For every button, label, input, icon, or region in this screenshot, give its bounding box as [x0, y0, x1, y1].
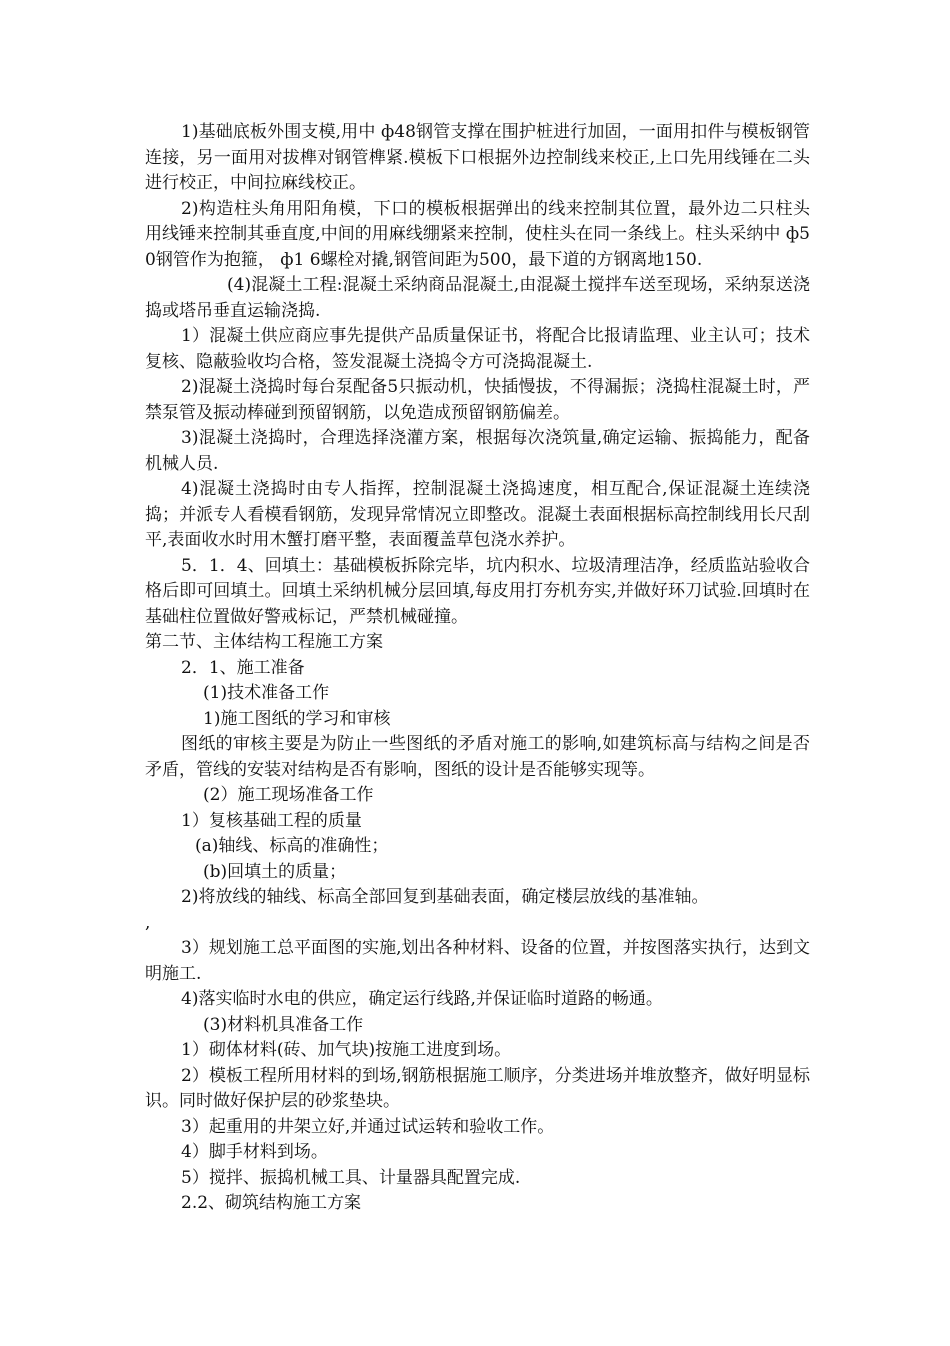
- paragraph: 5．1．4、回填土：基础模板拆除完毕，坑内积水、垃圾清理洁净，经质监站验收合格后即可回填土。回填土采纳机械分层回填,每皮用打夯机夯实,并做好环刀试验.回填时在基础柱位置做好警戒标记，严禁机械碰撞。: [145, 555, 810, 627]
- paragraph: 3）规划施工总平面图的实施,划出各种材料、设备的位置，并按图落实执行，达到文明施工.: [145, 938, 810, 984]
- paragraph: 3)混凝土浇捣时，合理选择浇灌方案，根据每次浇筑量,确定运输、振捣能力，配备机械人员.: [145, 428, 810, 474]
- paragraph: 2)混凝土浇捣时每台泵配备5只振动机，快插慢拔，不得漏振；浇捣柱混凝土时，严禁泵管及振动棒碰到预留钢筋，以免造成预留钢筋偏差。: [145, 377, 810, 423]
- paragraph: (b)回填土的质量；: [203, 861, 347, 882]
- paragraph: 1)基础底板外围支模,用中 ф48钢管支撑在围护桩进行加固，一面用扣件与模板钢管连接，另一面用对拔榫对钢管榫紧.模板下口根据外边控制线来校正,上口先用线锤在二头进行校正，中间拉麻线校正。: [145, 122, 810, 193]
- paragraph: 2．1、施工准备: [181, 657, 305, 678]
- paragraph: 图纸的审核主要是为防止一些图纸的矛盾对施工的影响,如建筑标高与结构之间是否矛盾，管线的安装对结构是否有影响，图纸的设计是否能够实现等。: [145, 734, 810, 780]
- paragraph: 3）起重用的井架立好,并通过试运转和验收工作。: [181, 1116, 555, 1137]
- paragraph: 4）脚手材料到场。: [181, 1142, 328, 1162]
- paragraph: 第二节、主体结构工程施工方案: [145, 632, 383, 652]
- paragraph: 4)落实临时水电的供应，确定运行线路,并保证临时道路的畅通。: [181, 989, 663, 1009]
- paragraph: 2)将放线的轴线、标高全部回复到基础表面，确定楼层放线的基准轴。: [181, 887, 709, 907]
- paragraph: 5）搅拌、振捣机械工具、计量器具配置完成.: [181, 1167, 521, 1188]
- paragraph: (3)材料机具准备工作: [203, 1014, 364, 1035]
- paragraph: 1）混凝土供应商应事先提供产品质量保证书，将配合比报请监理、业主认可；技术复核、隐蔽验收均合格，签发混凝土浇捣令方可浇捣混凝土.: [145, 326, 810, 372]
- paragraph: ,: [145, 912, 151, 933]
- paragraph: 2）模板工程所用材料的到场,钢筋根据施工顺序，分类进场并堆放整齐，做好明显标识。同时做好保护层的砂浆垫块。: [145, 1065, 810, 1111]
- paragraph: 1）复核基础工程的质量: [181, 810, 362, 831]
- paragraph: (1)技术准备工作: [203, 683, 330, 703]
- paragraph: (2）施工现场准备工作: [203, 785, 374, 805]
- paragraph: 1）砌体材料(砖、加气块)按施工进度到场。: [181, 1040, 512, 1060]
- paragraph: 1)施工图纸的学习和审核: [203, 708, 391, 729]
- paragraph: 2)构造柱头角用阳角模，下口的模板根据弹出的线来控制其位置，最外边二只柱头用线锤来控制其垂直度,中间的用麻线绷紧来控制，使柱头在同一条线上。柱头采纳中 ф5 0钢管作为抱箍， ф1 6螺栓对撬,钢管间距为500，最下道的方钢离地150.: [145, 198, 810, 270]
- document-body: [145, 120, 810, 1217]
- paragraph: 4)混凝土浇捣时由专人指挥，控制混凝土浇捣速度，相互配合,保证混凝土连续浇捣；并派专人看模看钢筋，发现异常情况立即整改。混凝土表面根据标高控制线用长尺刮平,表面收水时用木蟹打磨平整，表面覆盖草包浇水养护。: [145, 479, 810, 550]
- paragraph: 2.2、砌筑结构施工方案: [181, 1193, 362, 1213]
- paragraph: (a)轴线、标高的准确性；: [195, 836, 389, 856]
- paragraph: (4)混凝土工程:混凝土采纳商品混凝土,由混凝土搅拌车送至现场，采纳泵送浇捣或塔吊垂直运输浇捣.: [145, 275, 810, 321]
